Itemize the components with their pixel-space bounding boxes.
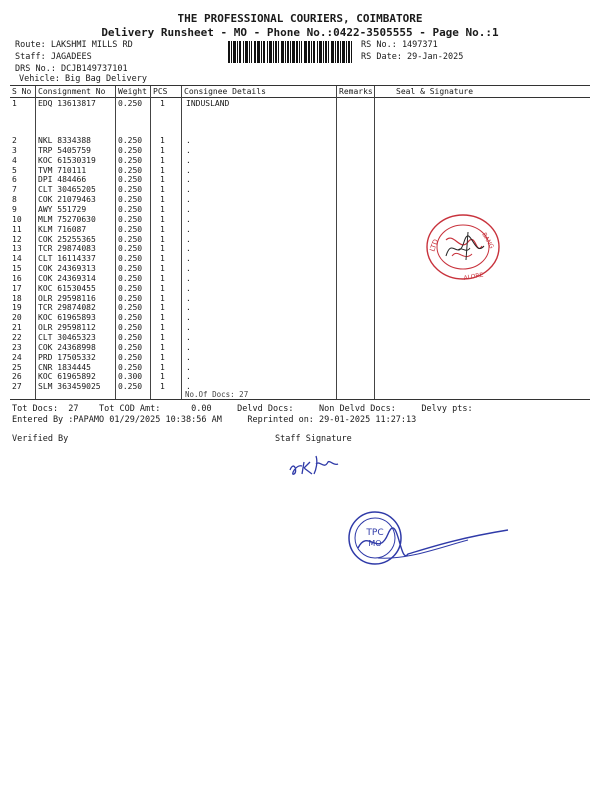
row-consignment-no: COK 24369313 bbox=[38, 264, 96, 274]
col-divider bbox=[374, 86, 375, 399]
row-consignee: . bbox=[186, 382, 191, 392]
row-sno: 6 bbox=[12, 175, 17, 185]
col-header-seal: Seal & Signature bbox=[396, 87, 474, 96]
row-pcs: 1 bbox=[160, 283, 165, 293]
svg-text:BANG: BANG bbox=[480, 231, 496, 251]
route-label: Route: LAKSHMI MILLS RD bbox=[15, 40, 133, 50]
row-consignment-no: COK 24369314 bbox=[38, 273, 96, 283]
row-weight: 0.300 bbox=[118, 372, 143, 382]
row-consignment-no: DPI 484466 bbox=[38, 175, 87, 185]
row-weight: 0.250 bbox=[118, 283, 143, 293]
row-consignee: . bbox=[186, 264, 191, 274]
runsheet-title: Delivery Runsheet - MO - Phone No.:0422-3505555 - Page No.:1 bbox=[101, 26, 499, 39]
row-weight: 0.250 bbox=[118, 303, 143, 313]
row-pcs: 1 bbox=[160, 342, 165, 352]
svg-text:ALORE: ALORE bbox=[463, 271, 484, 282]
row-consignee: . bbox=[186, 293, 191, 303]
row-weight: 0.250 bbox=[118, 185, 143, 195]
row-weight: 0.250 bbox=[118, 362, 143, 372]
row-consignment-no: OLR 29598112 bbox=[38, 323, 96, 333]
row-pcs: 1 bbox=[160, 352, 165, 362]
row-consignee: . bbox=[186, 185, 191, 195]
row-weight: 0.250 bbox=[118, 165, 143, 175]
col-divider bbox=[115, 86, 116, 399]
row-consignment-no: OLR 29598116 bbox=[38, 293, 96, 303]
no-of-docs: No.Of Docs: 27 bbox=[185, 390, 249, 399]
row-sno: 23 bbox=[12, 342, 22, 352]
row-consignment-no: KLM 716087 bbox=[38, 224, 87, 234]
svg-text:LTD: LTD bbox=[428, 238, 441, 253]
tpc-mo-stamp bbox=[348, 508, 516, 584]
row-pcs: 1 bbox=[160, 303, 165, 313]
row-consignee: . bbox=[186, 342, 191, 352]
row-weight: 0.250 bbox=[118, 254, 143, 264]
row-consignee: . bbox=[186, 234, 191, 244]
row-consignment-no: COK 21079463 bbox=[38, 195, 96, 205]
col-divider bbox=[150, 86, 151, 399]
row-pcs: 1 bbox=[160, 145, 165, 155]
row-weight: 0.250 bbox=[118, 99, 143, 108]
row-weight: 0.250 bbox=[118, 136, 143, 145]
row-sno: 3 bbox=[12, 145, 17, 155]
row-sno: 18 bbox=[12, 293, 22, 303]
col-header-sno: S No bbox=[12, 87, 32, 96]
row-sno: 1 bbox=[12, 99, 17, 108]
row-sno: 10 bbox=[12, 214, 22, 224]
seal-signature-scribble bbox=[440, 228, 490, 264]
totals-line: Tot Docs: 27 Tot COD Amt: 0.00 Delvd Docs: Non Delvd Docs: Delvy pts: bbox=[12, 404, 473, 414]
row-sno: 15 bbox=[12, 264, 22, 274]
row-consignee: . bbox=[186, 165, 191, 175]
row-consignment-no: CLT 30465323 bbox=[38, 333, 96, 342]
verified-by-label: Verified By bbox=[12, 434, 69, 444]
col-header-pcs: PCS bbox=[153, 87, 168, 96]
row-pcs: 1 bbox=[160, 99, 165, 108]
row-consignee: . bbox=[186, 244, 191, 254]
row-consignee: . bbox=[186, 195, 191, 205]
row-sno: 20 bbox=[12, 313, 22, 323]
row-sno: 25 bbox=[12, 362, 22, 372]
row-pcs: 1 bbox=[160, 264, 165, 274]
row-consignee: . bbox=[186, 372, 191, 382]
row-pcs: 1 bbox=[160, 165, 165, 175]
row-weight: 0.250 bbox=[118, 352, 143, 362]
staff-label: Staff: JAGADEES bbox=[15, 52, 92, 62]
col-divider bbox=[181, 86, 182, 399]
table-header-rule bbox=[10, 97, 590, 98]
row-consignee: . bbox=[186, 254, 191, 264]
row-pcs: 1 bbox=[160, 293, 165, 303]
row-sno: 13 bbox=[12, 244, 22, 254]
row-sno: 4 bbox=[12, 155, 17, 165]
row-sno: 17 bbox=[12, 283, 22, 293]
table-top-rule bbox=[10, 85, 590, 86]
row-consignee: . bbox=[186, 204, 191, 214]
row-pcs: 1 bbox=[160, 313, 165, 323]
row-pcs: 1 bbox=[160, 214, 165, 224]
row-weight: 0.250 bbox=[118, 382, 143, 392]
row-consignment-no: TRP 5405759 bbox=[38, 145, 91, 155]
vehicle-label: Vehicle: Big Bag Delivery bbox=[19, 74, 147, 84]
row-consignee: . bbox=[186, 145, 191, 155]
row-pcs: 1 bbox=[160, 234, 165, 244]
row-consignment-no: PRD 17505332 bbox=[38, 352, 96, 362]
row-sno: 7 bbox=[12, 185, 17, 195]
row-consignment-no: NKL 8334388 bbox=[38, 136, 91, 145]
row-consignee: . bbox=[186, 323, 191, 333]
row-sno: 12 bbox=[12, 234, 22, 244]
tpc-stamp-bottom-text: MO bbox=[368, 539, 382, 548]
row-pcs: 1 bbox=[160, 175, 165, 185]
row-pcs: 1 bbox=[160, 254, 165, 264]
row-pcs: 1 bbox=[160, 204, 165, 214]
row-consignee: . bbox=[186, 214, 191, 224]
row-consignment-no: TCR 29874082 bbox=[38, 303, 96, 313]
row-sno: 9 bbox=[12, 204, 17, 214]
row-weight: 0.250 bbox=[118, 244, 143, 254]
row-sno: 21 bbox=[12, 323, 22, 333]
company-title: THE PROFESSIONAL COURIERS, COIMBATORE bbox=[177, 12, 423, 25]
row-consignee: . bbox=[186, 352, 191, 362]
row-consignee: . bbox=[186, 283, 191, 293]
drs-number: DRS No.: DCJB149737101 bbox=[15, 64, 128, 74]
row-pcs: 1 bbox=[160, 382, 165, 392]
row-consignment-no: CLT 16114337 bbox=[38, 254, 96, 264]
row-consignment-no: COK 24368998 bbox=[38, 342, 96, 352]
row-pcs: 1 bbox=[160, 244, 165, 254]
row-weight: 0.250 bbox=[118, 214, 143, 224]
row-weight: 0.250 bbox=[118, 195, 143, 205]
col-header-consignment: Consignment No bbox=[38, 87, 106, 96]
entered-by-line: Entered By :PAPAMO 01/29/2025 10:38:56 AM Reprinted on: 29-01-2025 11:27:13 bbox=[12, 415, 417, 425]
row-sno: 26 bbox=[12, 372, 22, 382]
row-pcs: 1 bbox=[160, 185, 165, 195]
row-consignment-no: KOC 61530455 bbox=[38, 283, 96, 293]
col-header-weight: Weight bbox=[118, 87, 147, 96]
col-divider bbox=[336, 86, 337, 399]
row-pcs: 1 bbox=[160, 362, 165, 372]
row-weight: 0.250 bbox=[118, 155, 143, 165]
row-sno: 27 bbox=[12, 382, 22, 392]
row-consignment-no: SLM 363459025 bbox=[38, 382, 101, 392]
tpc-stamp-top-text: TPC bbox=[366, 528, 384, 538]
row-weight: 0.250 bbox=[118, 293, 143, 303]
row-consignee: . bbox=[186, 303, 191, 313]
row-consignment-no: KOC 61965893 bbox=[38, 313, 96, 323]
row-pcs: 1 bbox=[160, 372, 165, 382]
row-weight: 0.250 bbox=[118, 234, 143, 244]
row-pcs: 1 bbox=[160, 323, 165, 333]
row-consignment-no: KOC 61530319 bbox=[38, 155, 96, 165]
row-pcs: 1 bbox=[160, 155, 165, 165]
row-weight: 0.250 bbox=[118, 224, 143, 234]
row-sno: 19 bbox=[12, 303, 22, 313]
row-weight: 0.250 bbox=[118, 342, 143, 352]
row-weight: 0.250 bbox=[118, 204, 143, 214]
col-divider bbox=[35, 86, 36, 399]
row-sno: 22 bbox=[12, 333, 22, 342]
table-bottom-rule bbox=[10, 399, 590, 400]
row-sno: 11 bbox=[12, 224, 22, 234]
row-weight: 0.250 bbox=[118, 333, 143, 342]
row-consignment-no: CNR 1834445 bbox=[38, 362, 91, 372]
rs-date: RS Date: 29-Jan-2025 bbox=[361, 52, 464, 62]
row-consignment-no: MLM 75270630 bbox=[38, 214, 96, 224]
row-consignee: INDUSLAND bbox=[186, 99, 230, 108]
row-consignee: . bbox=[186, 362, 191, 372]
row-pcs: 1 bbox=[160, 333, 165, 342]
rs-number: RS No.: 1497371 bbox=[361, 40, 438, 50]
staff-signature-label: Staff Signature bbox=[275, 434, 352, 444]
row-consignment-no: TVM 710111 bbox=[38, 165, 87, 175]
row-weight: 0.250 bbox=[118, 323, 143, 333]
row-sno: 16 bbox=[12, 273, 22, 283]
row-consignee: . bbox=[186, 273, 191, 283]
row-sno: 14 bbox=[12, 254, 22, 264]
row-consignee: . bbox=[186, 175, 191, 185]
row-consignee: . bbox=[186, 313, 191, 323]
row-sno: 24 bbox=[12, 352, 22, 362]
row-weight: 0.250 bbox=[118, 273, 143, 283]
row-sno: 8 bbox=[12, 195, 17, 205]
row-weight: 0.250 bbox=[118, 145, 143, 155]
row-consignee: . bbox=[186, 136, 191, 145]
col-header-remarks: Remarks bbox=[339, 87, 373, 96]
row-sno: 2 bbox=[12, 136, 17, 145]
staff-signature-mark bbox=[286, 452, 356, 478]
row-consignment-no: CLT 30465205 bbox=[38, 185, 96, 195]
row-weight: 0.250 bbox=[118, 264, 143, 274]
row-weight: 0.250 bbox=[118, 313, 143, 323]
row-consignment-no: EDQ 13613817 bbox=[38, 99, 96, 108]
row-consignment-no: AWY 551729 bbox=[38, 204, 87, 214]
row-pcs: 1 bbox=[160, 224, 165, 234]
row-pcs: 1 bbox=[160, 195, 165, 205]
col-header-consignee: Consignee Details bbox=[184, 87, 266, 96]
row-consignee: . bbox=[186, 155, 191, 165]
row-pcs: 1 bbox=[160, 273, 165, 283]
row-weight: 0.250 bbox=[118, 175, 143, 185]
row-consignee: . bbox=[186, 333, 191, 342]
row-consignment-no: TCR 29874083 bbox=[38, 244, 96, 254]
row-sno: 5 bbox=[12, 165, 17, 175]
row-consignment-no: KOC 61965892 bbox=[38, 372, 96, 382]
row-consignee: . bbox=[186, 224, 191, 234]
barcode-image bbox=[228, 41, 352, 63]
row-consignment-no: COK 25255365 bbox=[38, 234, 96, 244]
row-pcs: 1 bbox=[160, 136, 165, 145]
